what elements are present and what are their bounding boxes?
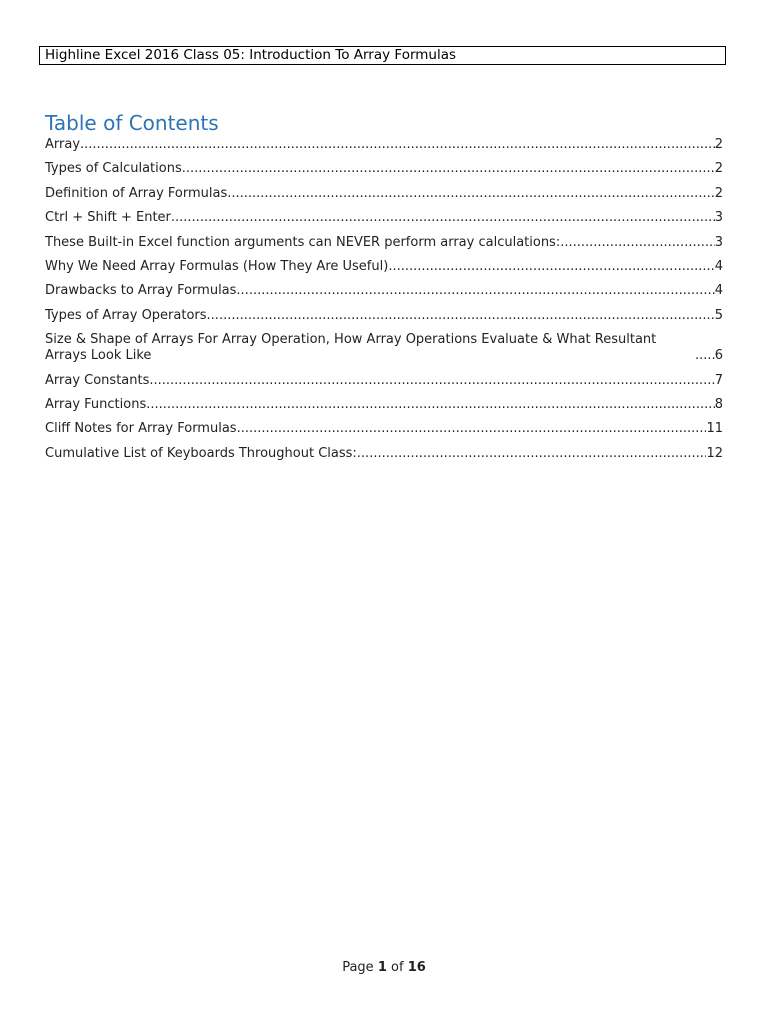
- toc-entry-text: Definition of Array Formulas: [45, 185, 228, 201]
- toc-entry-text: Types of Calculations: [45, 161, 182, 177]
- toc-dot-leader: [388, 259, 714, 275]
- toc-entry-page: 2: [714, 185, 723, 201]
- document-header: [39, 46, 726, 65]
- toc-entry-text: These Built-in Excel function arguments can NEVER perform array calculations:: [45, 234, 561, 250]
- toc-dot-leader: [695, 348, 715, 364]
- toc-dot-leader: [146, 397, 715, 413]
- toc-entry-page: 3: [714, 210, 723, 226]
- toc-entry-array-functions[interactable]: [45, 397, 723, 413]
- toc-entry-page: 5: [714, 307, 723, 323]
- toc-entry-array-constants[interactable]: [45, 373, 723, 389]
- footer-current-page: 1: [377, 960, 387, 975]
- toc-entry-why-we-need-array-formulas[interactable]: [45, 259, 723, 275]
- toc-entry-page: 12: [706, 445, 723, 461]
- toc-entry-cliff-notes[interactable]: [45, 421, 723, 437]
- toc-dot-leader: [80, 137, 715, 153]
- document-header-title: Highline Excel 2016 Class 05: Introduction To Array Formulas: [45, 47, 457, 63]
- toc-entry-page: 2: [714, 161, 723, 177]
- toc-entry-text: Cumulative List of Keyboards Throughout Class:: [45, 445, 357, 461]
- table-of-contents: [45, 137, 723, 470]
- toc-entry-drawbacks[interactable]: [45, 283, 723, 299]
- toc-entry-text: Size & Shape of Arrays For Array Operation, How Array Operations Evaluate & What Resultant Arrays Look Like: [45, 332, 657, 364]
- page-footer: [0, 959, 768, 976]
- toc-entry-page: 4: [714, 258, 723, 274]
- footer-of-label: of: [391, 960, 404, 975]
- toc-entry-page: 2: [714, 137, 723, 152]
- toc-dot-leader: [182, 161, 715, 177]
- toc-entry-text: Array Constants: [45, 372, 150, 388]
- toc-entry-ctrl-shift-enter[interactable]: [45, 210, 723, 226]
- toc-dot-leader: [357, 446, 707, 462]
- toc-entry-text: Drawbacks to Array Formulas: [45, 283, 237, 299]
- footer-page-label: Page: [342, 960, 374, 975]
- toc-dot-leader: [237, 421, 707, 437]
- toc-dot-leader: [560, 235, 715, 251]
- toc-dot-leader: [149, 373, 714, 389]
- toc-entry-size-and-shape-of-arrays[interactable]: [45, 332, 723, 364]
- toc-entry-page: 8: [714, 396, 723, 412]
- toc-entry-page: 3: [714, 234, 723, 250]
- footer-total-pages: 16: [407, 960, 426, 975]
- toc-entry-page: 6: [714, 348, 723, 364]
- toc-entry-text: Array Functions: [45, 396, 147, 412]
- toc-entry-definition-of-array-formulas[interactable]: [45, 186, 723, 202]
- toc-entry-page: 11: [706, 421, 723, 437]
- toc-entry-text: Array: [45, 137, 81, 152]
- toc-dot-leader: [207, 308, 715, 324]
- toc-entry-types-of-array-operators[interactable]: [45, 308, 723, 324]
- toc-entry-array[interactable]: [45, 137, 723, 153]
- toc-dot-leader: [227, 186, 714, 202]
- toc-entry-text: Ctrl + Shift + Enter: [45, 210, 171, 226]
- toc-entry-text: Cliff Notes for Array Formulas: [45, 421, 237, 437]
- toc-heading: Table of Contents: [45, 111, 219, 135]
- toc-entry-page: 4: [714, 283, 723, 299]
- toc-entry-text: Types of Array Operators: [45, 307, 207, 323]
- toc-dot-leader: [171, 210, 715, 226]
- toc-entry-types-of-calculations[interactable]: [45, 161, 723, 177]
- toc-entry-built-in-function-arguments[interactable]: [45, 235, 723, 251]
- toc-dot-leader: [236, 283, 714, 299]
- toc-entry-page: 7: [714, 372, 723, 388]
- toc-entry-text: Why We Need Array Formulas (How They Are Useful): [45, 258, 389, 274]
- toc-entry-cumulative-list-of-keyboards[interactable]: [45, 446, 723, 462]
